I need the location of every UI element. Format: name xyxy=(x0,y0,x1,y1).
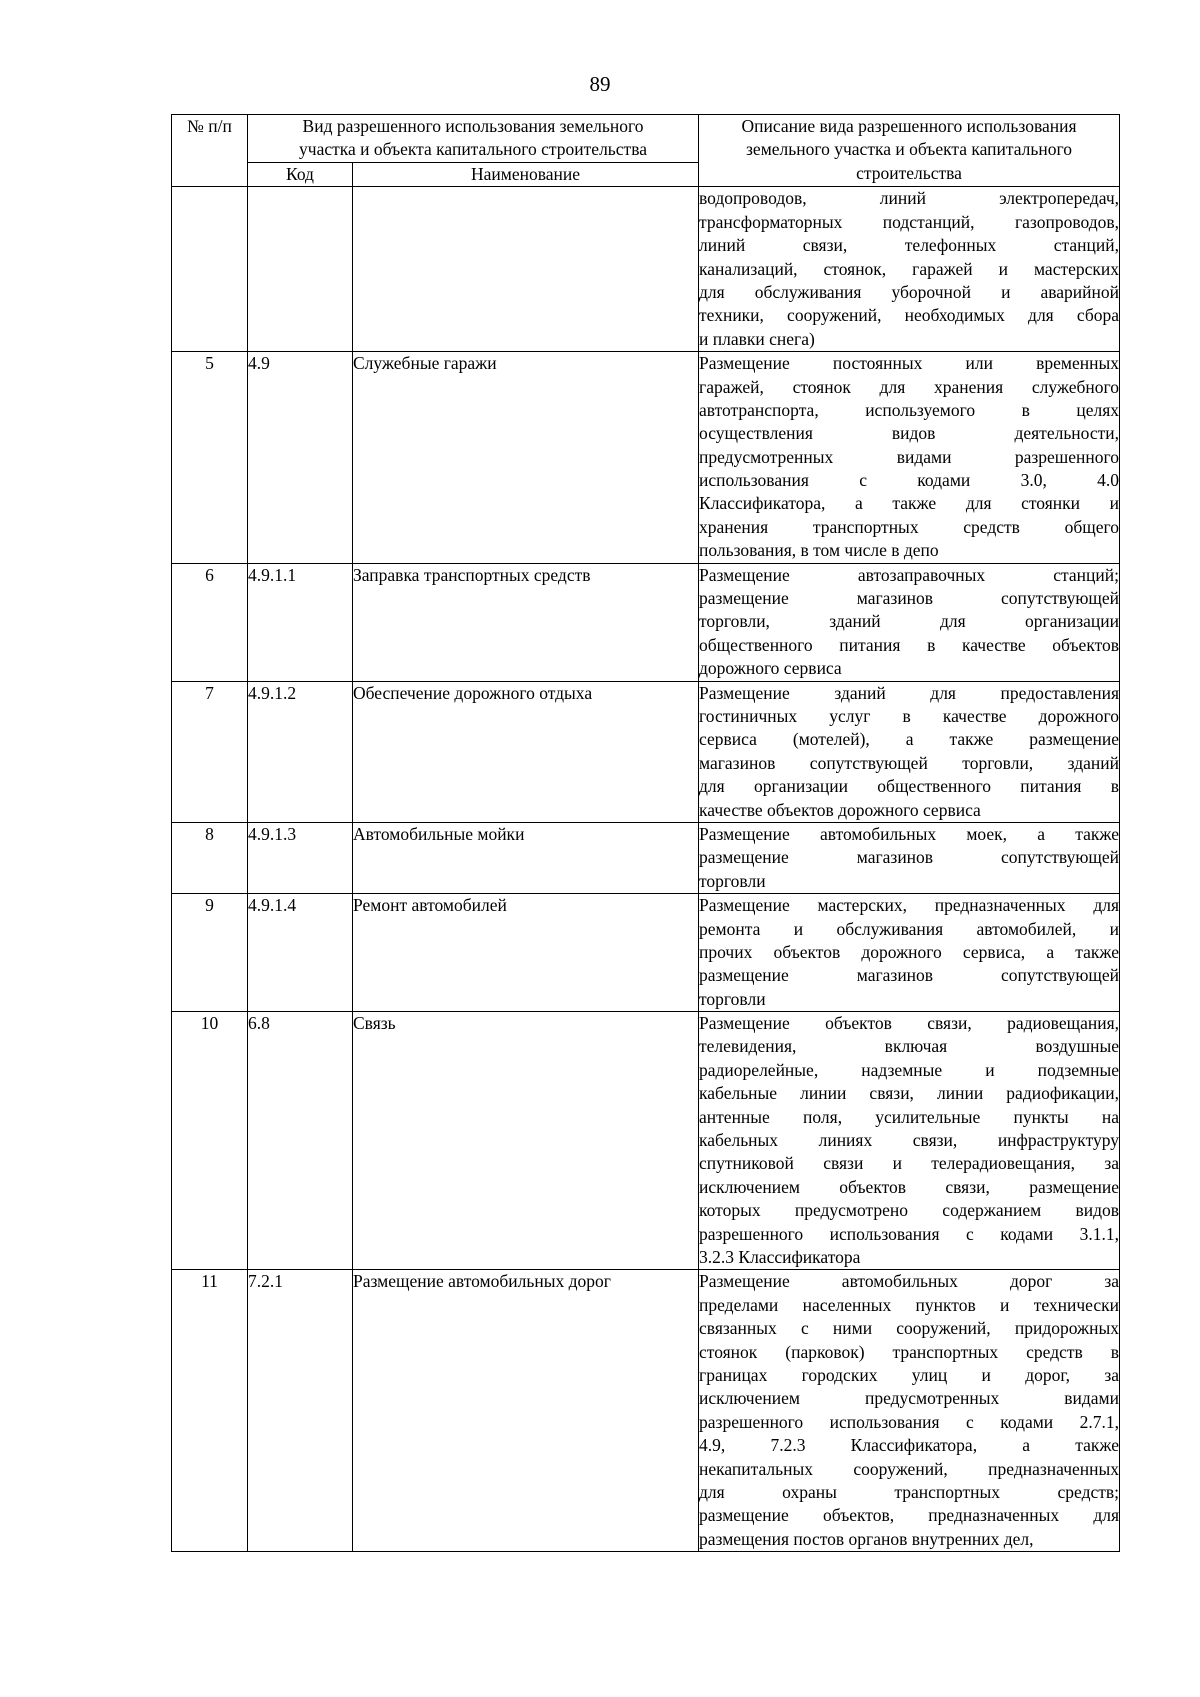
row-code: 4.9.1.2 xyxy=(248,681,353,822)
row-code: 4.9.1.3 xyxy=(248,822,353,893)
header-description-line: строительства xyxy=(856,162,962,183)
description-line: 4.9, 7.2.3 Классификатора, а также xyxy=(699,1435,1120,1456)
table-row xyxy=(172,681,1120,822)
description-line: магазинов сопутствующей торговли, зданий xyxy=(699,752,1120,773)
description-line: торговли xyxy=(699,988,766,1009)
description-line: автотранспорта, используемого в целях xyxy=(699,399,1120,420)
row-number: 8 xyxy=(172,822,248,893)
row-number: 11 xyxy=(172,1270,248,1552)
description-line: Размещение объектов связи, радиовещания, xyxy=(699,1013,1120,1034)
description-line: общественного питания в качестве объектов xyxy=(699,634,1120,655)
table-body xyxy=(172,187,1120,1552)
description-line: радиорелейные, надземные и подземные xyxy=(699,1059,1120,1080)
description-line: разрешенного использования с кодами 3.1.1, xyxy=(699,1223,1120,1244)
description-line: и плавки снега) xyxy=(699,328,815,349)
description-line: Размещение автомобильных дорог за xyxy=(699,1271,1120,1292)
row-number: 5 xyxy=(172,352,248,564)
description-line: торговли, зданий для организации xyxy=(699,611,1120,632)
header-code: Код xyxy=(248,163,353,187)
description-line: Размещение постоянных или временных xyxy=(699,353,1120,374)
land-use-table xyxy=(171,114,1120,1552)
description-line: 3.2.3 Классификатора xyxy=(699,1246,861,1267)
row-name: Ремонт автомобилей xyxy=(353,894,699,1012)
description-line: некапитальных сооружений, предназначенных xyxy=(699,1458,1120,1479)
table-row xyxy=(172,187,1120,352)
description-line: пределами населенных пунктов и технически xyxy=(699,1294,1120,1315)
row-description xyxy=(699,1270,1120,1552)
description-line: для организации общественного питания в xyxy=(699,776,1120,797)
description-line: размещение магазинов сопутствующей xyxy=(699,588,1120,609)
header-description-line: земельного участка и объекта капитального xyxy=(746,139,1073,160)
header-number: № п/п xyxy=(172,115,248,187)
row-number: 10 xyxy=(172,1012,248,1270)
table-row xyxy=(172,1270,1120,1552)
row-description xyxy=(699,187,1120,352)
description-line: Размещение автозаправочных станций; xyxy=(699,564,1120,585)
row-name: Автомобильные мойки xyxy=(353,822,699,893)
description-line: исключением объектов связи, размещение xyxy=(699,1176,1120,1197)
description-line: Классификатора, а также для стоянки и xyxy=(699,493,1120,514)
description-line: хранения транспортных средств общего xyxy=(699,516,1120,537)
description-line: кабельные линии связи, линии радиофикации, xyxy=(699,1083,1120,1104)
row-code: 4.9.1.1 xyxy=(248,563,353,681)
row-name: Заправка транспортных средств xyxy=(353,563,699,681)
description-line: для обслуживания уборочной и аварийной xyxy=(699,281,1120,302)
row-name xyxy=(353,187,699,352)
description-line: водопроводов, линий электропередач, xyxy=(699,188,1120,209)
row-code xyxy=(248,187,353,352)
header-description xyxy=(699,115,1120,187)
row-name: Обеспечение дорожного отдыха xyxy=(353,681,699,822)
table-row xyxy=(172,1012,1120,1270)
description-line: исключением предусмотренных видами xyxy=(699,1388,1120,1409)
description-line: разрешенного использования с кодами 2.7.1, xyxy=(699,1411,1120,1432)
row-description xyxy=(699,681,1120,822)
description-line: антенные поля, усилительные пункты на xyxy=(699,1106,1120,1127)
description-line: пользования, в том числе в депо xyxy=(699,540,939,561)
row-description xyxy=(699,894,1120,1012)
description-line: техники, сооружений, необходимых для сбора xyxy=(699,305,1120,326)
row-name: Размещение автомобильных дорог xyxy=(353,1270,699,1552)
header-group-line: Вид разрешенного использования земельного xyxy=(302,116,644,136)
description-line: границах городских улиц и дорог, за xyxy=(699,1364,1120,1385)
description-line: использования с кодами 3.0, 4.0 xyxy=(699,470,1120,491)
description-line: для охраны транспортных средств; xyxy=(699,1481,1120,1502)
header-description-line: Описание вида разрешенного использования xyxy=(741,116,1077,136)
row-name: Служебные гаражи xyxy=(353,352,699,564)
table-header-row xyxy=(172,115,1120,163)
row-code: 7.2.1 xyxy=(248,1270,353,1552)
table-row xyxy=(172,563,1120,681)
description-line: гаражей, стоянок для хранения служебного xyxy=(699,376,1120,397)
row-code: 6.8 xyxy=(248,1012,353,1270)
description-line: стоянок (парковок) транспортных средств в xyxy=(699,1341,1120,1362)
description-line: трансформаторных подстанций, газопроводов, xyxy=(699,211,1120,232)
description-line: качестве объектов дорожного сервиса xyxy=(699,799,981,820)
header-land-use-type xyxy=(248,115,699,163)
table-row xyxy=(172,822,1120,893)
description-line: линий связи, телефонных станций, xyxy=(699,235,1120,256)
table-row xyxy=(172,352,1120,564)
row-number: 6 xyxy=(172,563,248,681)
row-number: 7 xyxy=(172,681,248,822)
description-line: торговли xyxy=(699,870,766,891)
description-line: предусмотренных видами разрешенного xyxy=(699,446,1120,467)
description-line: осуществления видов деятельности, xyxy=(699,423,1120,444)
description-line: Размещение автомобильных моек, а также xyxy=(699,823,1120,844)
description-line: размещение магазинов сопутствующей xyxy=(699,847,1120,868)
description-line: кабельных линиях связи, инфраструктуру xyxy=(699,1130,1120,1151)
description-line: ремонта и обслуживания автомобилей, и xyxy=(699,918,1120,939)
description-line: размещения постов органов внутренних дел, xyxy=(699,1528,1034,1549)
row-description xyxy=(699,352,1120,564)
description-line: спутниковой связи и телерадиовещания, за xyxy=(699,1153,1120,1174)
description-line: дорожного сервиса xyxy=(699,658,842,679)
header-group-line: участка и объекта капитального строительства xyxy=(299,139,647,160)
row-description xyxy=(699,563,1120,681)
row-description xyxy=(699,822,1120,893)
description-line: которых предусмотрено содержанием видов xyxy=(699,1200,1120,1221)
description-line: размещение объектов, предназначенных для xyxy=(699,1505,1120,1526)
header-name: Наименование xyxy=(353,163,699,187)
row-name: Связь xyxy=(353,1012,699,1270)
description-line: размещение магазинов сопутствующей xyxy=(699,965,1120,986)
description-line: телевидения, включая воздушные xyxy=(699,1036,1120,1057)
page-number: 89 xyxy=(589,72,611,96)
description-line: связанных с ними сооружений, придорожных xyxy=(699,1318,1120,1339)
description-line: сервиса (мотелей), а также размещение xyxy=(699,729,1120,750)
description-line: прочих объектов дорожного сервиса, а также xyxy=(699,941,1120,962)
row-number xyxy=(172,187,248,352)
row-description xyxy=(699,1012,1120,1270)
description-line: гостиничных услуг в качестве дорожного xyxy=(699,706,1120,726)
row-code: 4.9.1.4 xyxy=(248,894,353,1012)
description-line: Размещение мастерских, предназначенных для xyxy=(699,895,1120,916)
row-code: 4.9 xyxy=(248,352,353,564)
description-line: канализаций, стоянок, гаражей и мастерских xyxy=(699,258,1120,279)
row-number: 9 xyxy=(172,894,248,1012)
description-line: Размещение зданий для предоставления xyxy=(699,682,1120,703)
table-row xyxy=(172,894,1120,1012)
